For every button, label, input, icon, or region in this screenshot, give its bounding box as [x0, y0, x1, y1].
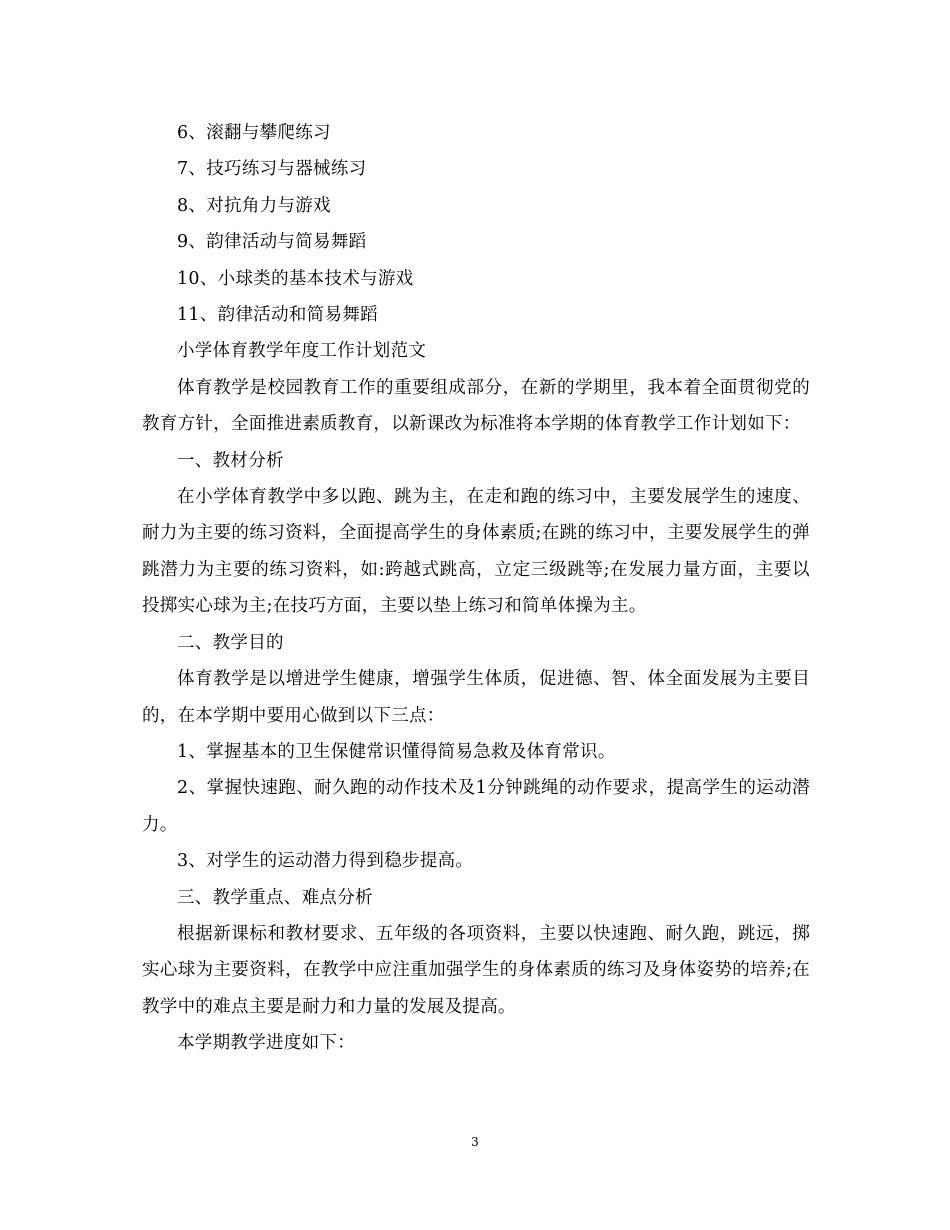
- section-heading: 三、教学重点、难点分析: [177, 887, 373, 908]
- section-heading: 一、教材分析: [177, 450, 284, 471]
- body-paragraph: 体育教学是以增进学生健康，增强学生体质，促进德、智、体全面发展为主要目的，在本学期中要用心做到以下三点：: [142, 669, 810, 726]
- list-item: 9、韵律活动与简易舞蹈: [177, 232, 367, 253]
- document-body: [142, 115, 810, 1062]
- list-item: 7、技巧练习与器械练习: [177, 159, 367, 180]
- section-heading: 二、教学目的: [177, 632, 284, 653]
- body-paragraph: 根据新课标和教材要求、五年级的各项资料，主要以快速跑、耐久跑，跳远，掷实心球为主要资料，在教学中应注重加强学生的身体素质的练习及身体姿势的培养;在教学中的难点主要是耐力和力量的发展及提高。: [142, 923, 810, 1017]
- page-number: 3: [471, 1135, 479, 1149]
- list-item: 11、韵律活动和简易舞蹈: [177, 305, 378, 326]
- body-paragraph: 体育教学是校园教育工作的重要组成部分，在新的学期里，我本着全面贯彻党的教育方针，全面推进素质教育，以新课改为标准将本学期的体育教学工作计划如下：: [142, 377, 810, 435]
- document-title: 小学体育教学年度工作计划范文: [177, 341, 427, 362]
- body-paragraph: 本学期教学进度如下：: [177, 1033, 355, 1054]
- list-item: 10、小球类的基本技术与游戏: [177, 268, 414, 289]
- body-paragraph: 在小学体育教学中多以跑、跳为主，在走和跑的练习中，主要发展学生的速度、耐力为主要的练习资料，全面提高学生的身体素质;在跳的练习中，主要发展学生的弹跳潜力为主要的练习资料，如:跨越式跳高，立定三级跳等;在发展力量方面，主要以投掷实心球为主;在技巧方面，主要以垫上练习和简单体操为主。: [142, 487, 810, 617]
- list-item: 6、滚翻与攀爬练习: [177, 123, 331, 143]
- list-item: 3、对学生的运动潜力得到稳步提高。: [177, 851, 474, 872]
- list-item: 8、对抗角力与游戏: [177, 195, 331, 216]
- list-item: 1、掌握基本的卫生保健常识懂得简易急救及体育常识。: [177, 741, 616, 762]
- list-item: 2、掌握快速跑、耐久跑的动作技术及1分钟跳绳的动作要求，提高学生的运动潜力。: [142, 778, 810, 835]
